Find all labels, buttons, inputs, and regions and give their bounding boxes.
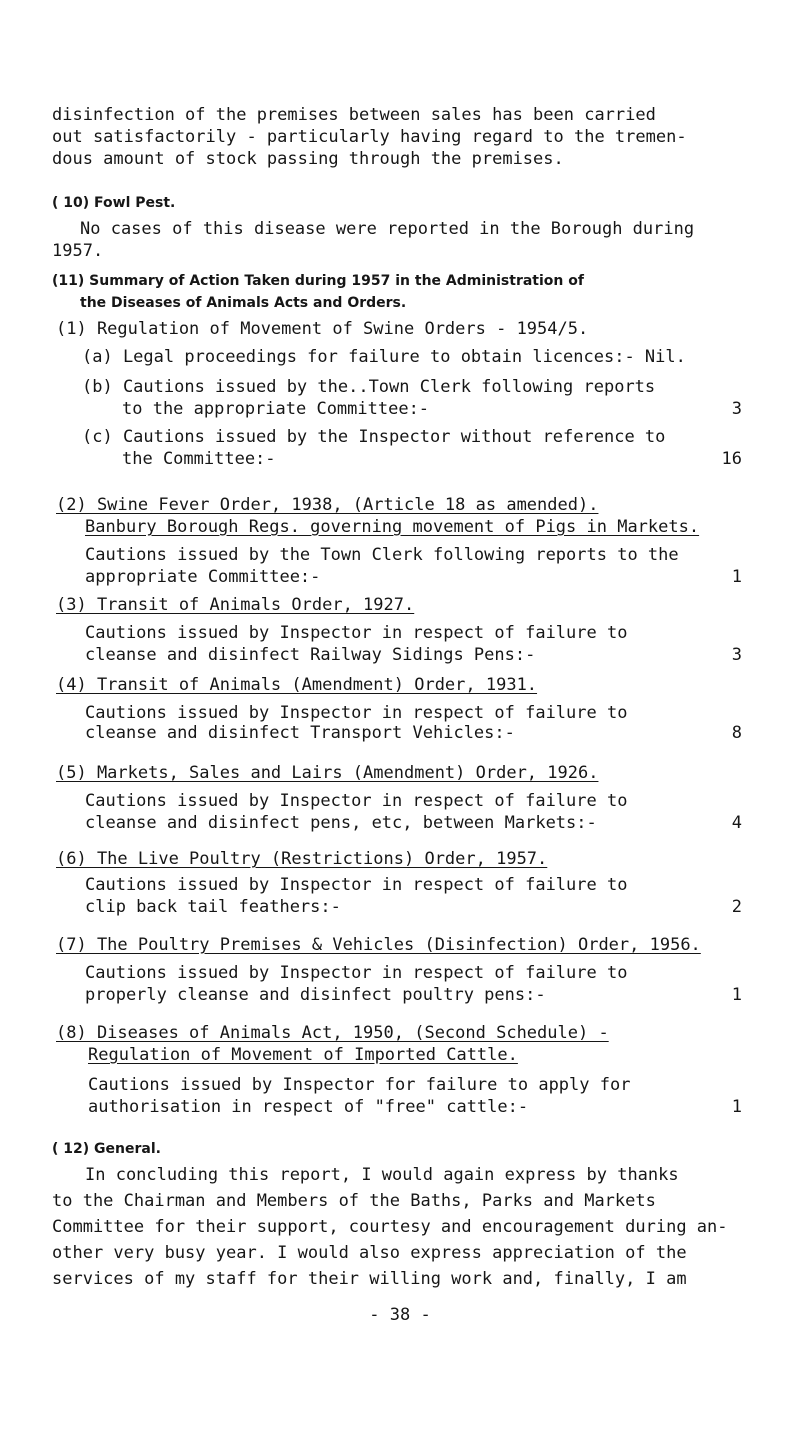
intro-line-1: disinfection of the premises between sales has been carried (52, 105, 656, 125)
item-3-value: 3 (731, 645, 742, 665)
item-8-value: 1 (731, 1097, 742, 1117)
item-4-value: 8 (731, 723, 742, 743)
item-6-title: (6) The Live Poultry (Restrictions) Order, 1957. (56, 849, 548, 869)
item-5-title: (5) Markets, Sales and Lairs (Amendment) Order, 1926. (56, 763, 599, 783)
item-6-line-1: Cautions issued by Inspector in respect of failure to (85, 875, 628, 895)
item-3-line-1: Cautions issued by Inspector in respect of failure to (85, 623, 628, 643)
item-2-line-2: appropriate Committee:- (85, 567, 321, 587)
item-5-value: 4 (731, 813, 742, 833)
item-7-value: 1 (731, 985, 742, 1005)
item-3-line-2: cleanse and disinfect Railway Sidings Pens:- (85, 645, 536, 665)
item-1b-line-2: to the appropriate Committee:- (122, 399, 430, 419)
item-4-title: (4) Transit of Animals (Amendment) Order, 1931. (56, 675, 538, 695)
general-line-5: services of my staff for their willing work and, finally, I am (52, 1269, 687, 1289)
section-11-heading-1: (11) Summary of Action Taken during 1957 in the Administration of (52, 273, 584, 289)
item-8-title: (8) Diseases of Animals Act, 1950, (Second Schedule) - (56, 1023, 609, 1043)
item-8-title-2: Regulation of Movement of Imported Cattle. (88, 1045, 518, 1065)
general-line-3: Committee for their support, courtesy and encouragement during an- (52, 1217, 728, 1237)
item-6-line-2: clip back tail feathers:- (85, 897, 341, 917)
intro-line-3: dous amount of stock passing through the premises. (52, 149, 564, 169)
general-line-4: other very busy year. I would also express appreciation of the (52, 1243, 687, 1263)
item-1b-line-1: (b) Cautions issued by the..Town Clerk following reports (82, 377, 656, 397)
item-4-line-1: Cautions issued by Inspector in respect of failure to (85, 703, 628, 723)
section-12-heading: ( 12) General. (52, 1141, 161, 1157)
item-1c-line-2: the Committee:- (122, 449, 276, 469)
item-5-line-2: cleanse and disinfect pens, etc, between Markets:- (85, 813, 597, 833)
item-1a-line-1: (a) Legal proceedings for failure to obtain licences:- Nil. (82, 347, 686, 367)
item-1c-value: 16 (721, 449, 742, 469)
item-1c-line-1: (c) Cautions issued by the Inspector without reference to (82, 427, 666, 447)
item-2-value: 1 (731, 567, 742, 587)
general-line-1: In concluding this report, I would again express by thanks (85, 1165, 679, 1185)
item-1b-value: 3 (731, 399, 742, 419)
section-11-heading-2: the Diseases of Animals Acts and Orders. (80, 295, 407, 311)
intro-line-2: out satisfactorily - particularly having regard to the tremen- (52, 127, 687, 147)
section-10-line-1: No cases of this disease were reported in the Borough during (80, 219, 695, 239)
item-7-title: (7) The Poultry Premises & Vehicles (Disinfection) Order, 1956. (56, 935, 701, 955)
item-6-value: 2 (731, 897, 742, 917)
item-7-line-2: properly cleanse and disinfect poultry pens:- (85, 985, 546, 1005)
general-line-2: to the Chairman and Members of the Baths, Parks and Markets (52, 1191, 656, 1211)
item-2-title: (2) Swine Fever Order, 1938, (Article 18 as amended). (56, 495, 599, 515)
item-8-line-2: authorisation in respect of "free" cattle:- (88, 1097, 529, 1117)
section-10-line-2: 1957. (52, 241, 104, 261)
item-2-title-2: Banbury Borough Regs. governing movement of Pigs in Markets. (85, 517, 700, 537)
page-number: - 38 - (369, 1305, 431, 1325)
item-8-line-1: Cautions issued by Inspector for failure to apply for (88, 1075, 631, 1095)
section-10-heading: ( 10) Fowl Pest. (52, 195, 176, 211)
item-2-line-1: Cautions issued by the Town Clerk following reports to the (85, 545, 679, 565)
item-3-title: (3) Transit of Animals Order, 1927. (56, 595, 415, 615)
item-7-line-1: Cautions issued by Inspector in respect of failure to (85, 963, 628, 983)
item-5-line-1: Cautions issued by Inspector in respect of failure to (85, 791, 628, 811)
item-4-line-2: cleanse and disinfect Transport Vehicles:- (85, 723, 515, 743)
item-1-title: (1) Regulation of Movement of Swine Orders - 1954/5. (56, 319, 589, 339)
